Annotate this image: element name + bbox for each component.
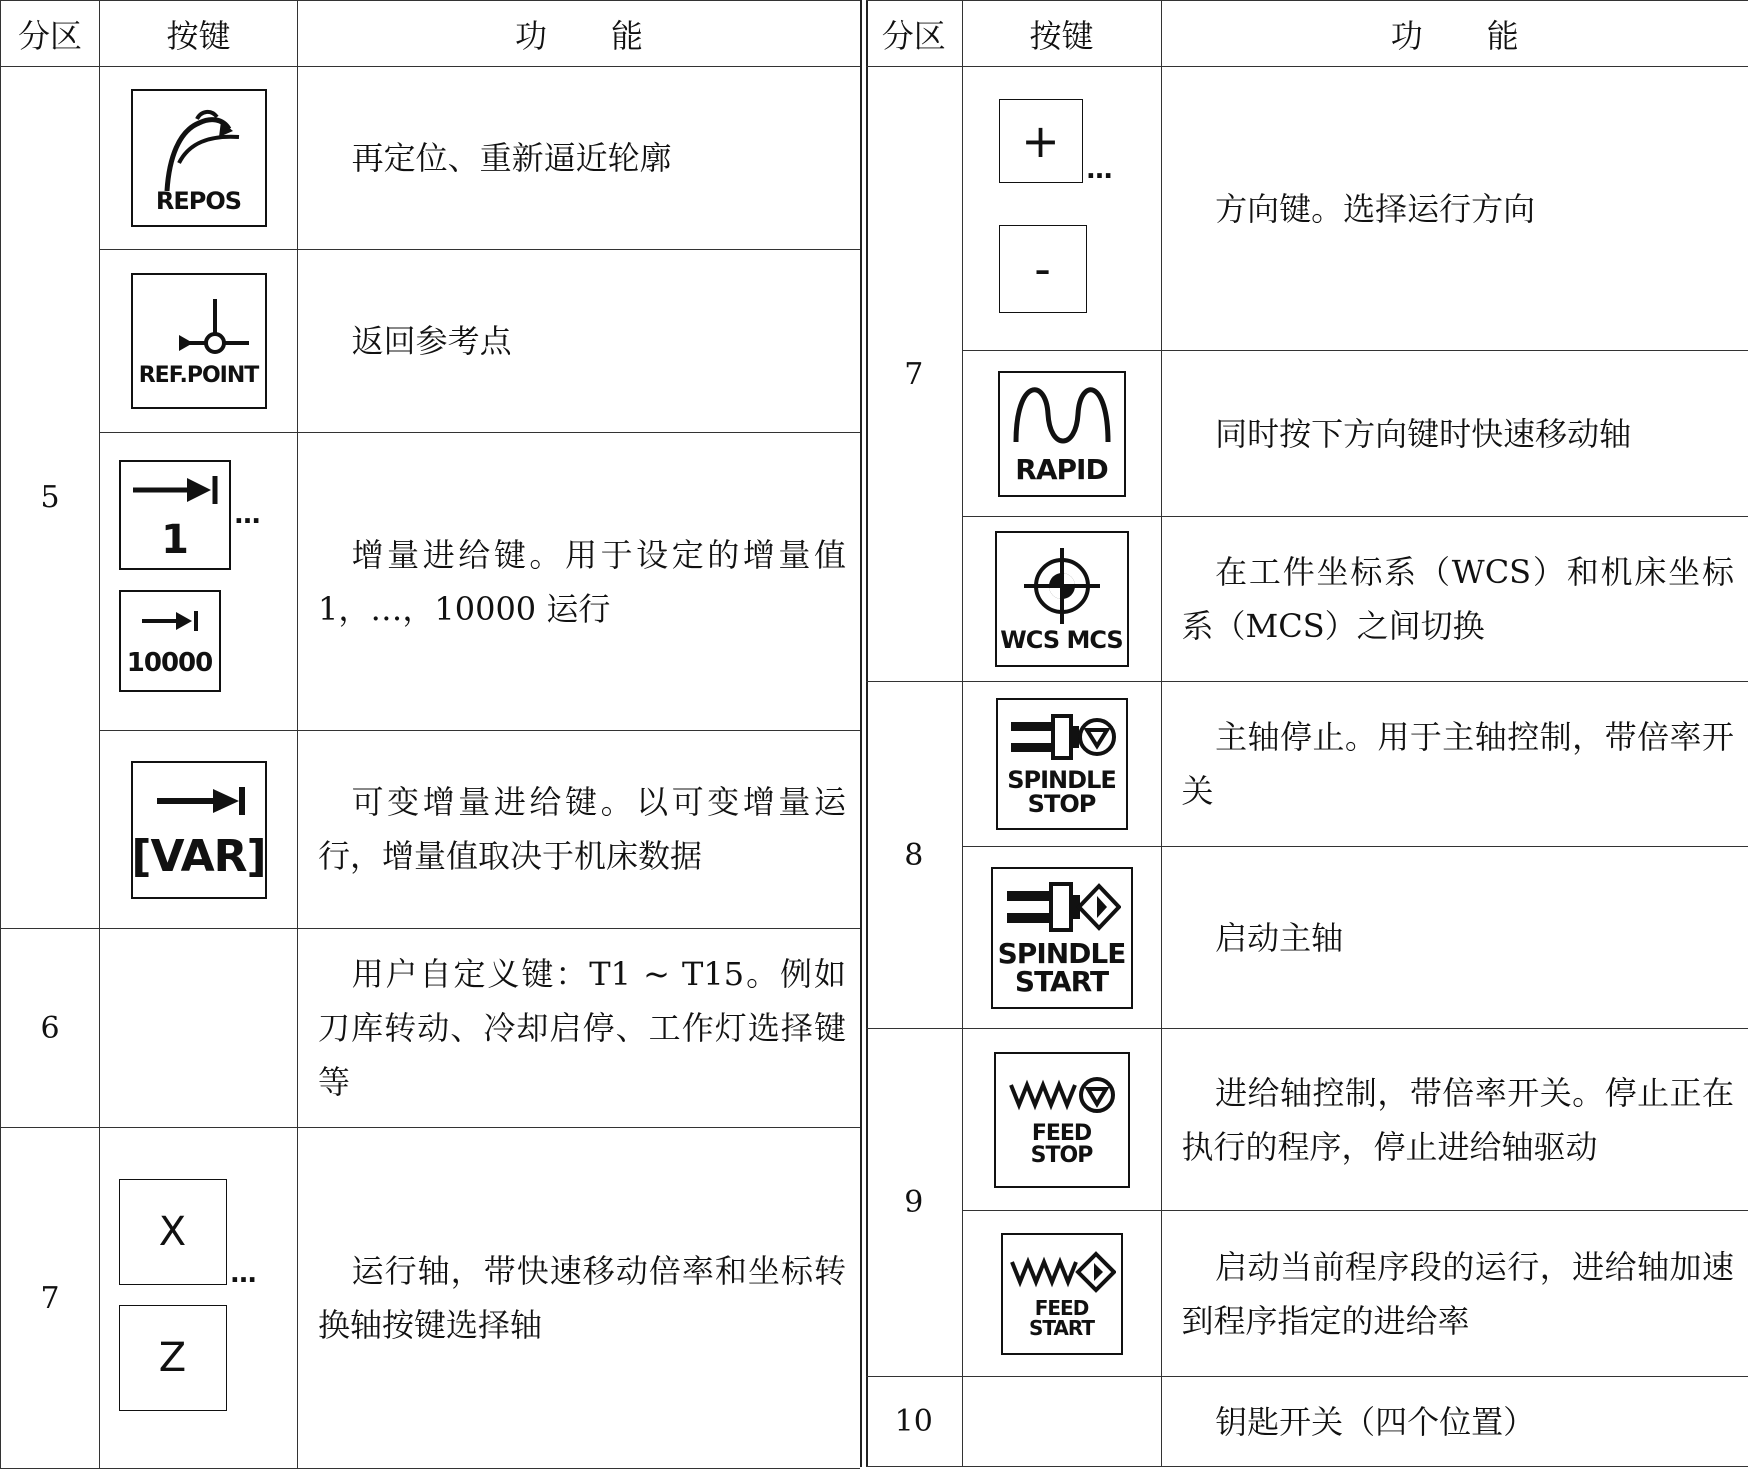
ellipsis: … bbox=[1086, 154, 1114, 185]
header-zone: 分区 bbox=[1, 1, 100, 67]
ref-point-label: REF.POINT bbox=[138, 363, 259, 388]
start-label: START bbox=[1014, 964, 1109, 998]
direction-minus-key[interactable] bbox=[999, 225, 1087, 313]
repos-key[interactable] bbox=[131, 89, 267, 227]
stop-label: STOP bbox=[1030, 1142, 1093, 1168]
table-row bbox=[866, 682, 1748, 847]
key-cell bbox=[962, 682, 1161, 847]
header-function: 功 能 bbox=[298, 1, 861, 67]
function-cell: 再定位、重新逼近轮廓 bbox=[298, 67, 861, 250]
crosshair-icon bbox=[1022, 546, 1102, 626]
right-table-pane bbox=[866, 0, 1748, 1467]
increment-arrow-icon bbox=[138, 606, 202, 636]
table-row bbox=[1, 929, 861, 1128]
zone-cell: 9 bbox=[866, 1029, 962, 1377]
spindle-stop-key[interactable] bbox=[996, 698, 1128, 830]
key-cell bbox=[100, 731, 298, 929]
key-cell bbox=[962, 67, 1161, 351]
function-cell: 用户自定义键：T1 ~ T15。例如刀库转动、冷却启停、工作灯选择键等 bbox=[298, 929, 861, 1128]
direction-key-group bbox=[987, 99, 1137, 315]
spindle-start-icon bbox=[1003, 880, 1121, 934]
increment-1-key[interactable] bbox=[119, 460, 231, 570]
rapid-label: RAPID bbox=[1015, 452, 1108, 486]
increment-arrow-icon bbox=[127, 470, 223, 510]
table-row bbox=[1, 250, 861, 433]
function-cell: 钥匙开关（四个位置） bbox=[1161, 1377, 1748, 1467]
start-label: START bbox=[1028, 1315, 1095, 1340]
key-cell bbox=[962, 351, 1161, 517]
spindle-stop-icon bbox=[1007, 712, 1117, 762]
function-cell: 运行轴，带快速移动倍率和坐标转换轴按键选择轴 bbox=[298, 1128, 861, 1469]
minus-label: - bbox=[1034, 241, 1051, 296]
table-row bbox=[866, 1377, 1748, 1467]
table-row bbox=[1, 433, 861, 731]
sine-wave-icon bbox=[1010, 384, 1114, 448]
spindle-label: SPINDLE bbox=[1007, 766, 1116, 794]
ellipsis: … bbox=[234, 499, 262, 530]
right-key-table bbox=[866, 0, 1748, 1467]
table-row bbox=[1, 67, 861, 250]
key-cell bbox=[100, 67, 298, 250]
function-cell: 可变增量进给键。以可变增量运行，增量值取决于机床数据 bbox=[298, 731, 861, 929]
feed-start-key[interactable] bbox=[1001, 1233, 1123, 1355]
axis-x-key[interactable] bbox=[119, 1179, 227, 1285]
plus-label: + bbox=[1021, 113, 1060, 168]
zone-cell: 7 bbox=[866, 67, 962, 682]
key-cell bbox=[962, 1377, 1161, 1467]
function-cell: 在工件坐标系（WCS）和机床坐标系（MCS）之间切换 bbox=[1161, 517, 1748, 682]
function-cell: 启动当前程序段的运行，进给轴加速到程序指定的进给率 bbox=[1161, 1211, 1748, 1377]
function-cell: 返回参考点 bbox=[298, 250, 861, 433]
zone-cell: 7 bbox=[1, 1128, 100, 1469]
axis-key-group bbox=[119, 1179, 279, 1413]
function-cell: 同时按下方向键时快速移动轴 bbox=[1161, 351, 1748, 517]
header-row bbox=[866, 1, 1748, 67]
header-function: 功 能 bbox=[1161, 1, 1748, 67]
feed-stop-key[interactable] bbox=[994, 1052, 1130, 1188]
table-divider bbox=[860, 0, 862, 1467]
spindle-start-key[interactable] bbox=[991, 867, 1133, 1009]
left-table-pane bbox=[0, 0, 860, 1467]
key-cell bbox=[962, 1029, 1161, 1211]
axis-z-label: Z bbox=[158, 1335, 187, 1381]
table-row bbox=[866, 351, 1748, 517]
repos-icon bbox=[149, 103, 249, 195]
ellipsis: … bbox=[230, 1259, 258, 1289]
spindle-label: SPINDLE bbox=[997, 936, 1126, 970]
function-cell: 方向键。选择运行方向 bbox=[1161, 67, 1748, 351]
zone-cell: 8 bbox=[866, 682, 962, 1029]
left-key-table bbox=[0, 0, 860, 1469]
increment-10000-key[interactable] bbox=[119, 590, 221, 692]
stop-label: STOP bbox=[1027, 790, 1096, 818]
key-cell bbox=[962, 1211, 1161, 1377]
axis-z-key[interactable] bbox=[119, 1305, 227, 1411]
increment-10000-label: 10000 bbox=[126, 647, 213, 678]
zone-cell: 10 bbox=[866, 1377, 962, 1467]
table-row bbox=[866, 67, 1748, 351]
table-row bbox=[866, 847, 1748, 1029]
repos-label: REPOS bbox=[155, 187, 242, 215]
feed-label: FEED bbox=[1031, 1120, 1092, 1146]
feed-start-icon bbox=[1008, 1250, 1116, 1294]
table-row bbox=[866, 517, 1748, 682]
axis-x-label: X bbox=[158, 1209, 187, 1255]
key-cell bbox=[100, 929, 298, 1128]
table-row bbox=[866, 1029, 1748, 1211]
header-zone: 分区 bbox=[866, 1, 962, 67]
wcs-mcs-key[interactable] bbox=[995, 531, 1129, 667]
key-cell bbox=[100, 433, 298, 731]
ref-point-icon bbox=[149, 295, 249, 361]
wcs-mcs-label: WCS MCS bbox=[1000, 626, 1123, 654]
function-cell: 主轴停止。用于主轴控制，带倍率开关 bbox=[1161, 682, 1748, 847]
table-row bbox=[1, 731, 861, 929]
feed-label: FEED bbox=[1034, 1295, 1089, 1320]
direction-plus-key[interactable] bbox=[999, 99, 1083, 183]
zone-cell: 6 bbox=[1, 929, 100, 1128]
key-cell bbox=[962, 517, 1161, 682]
table-row bbox=[866, 1211, 1748, 1377]
rapid-key[interactable] bbox=[998, 371, 1126, 497]
header-key: 按键 bbox=[100, 1, 298, 67]
ref-point-key[interactable] bbox=[131, 273, 267, 409]
table-row bbox=[1, 1128, 861, 1469]
feed-stop-icon bbox=[1007, 1073, 1117, 1117]
increment-arrow-icon bbox=[149, 781, 249, 821]
increment-key-group bbox=[119, 460, 279, 700]
increment-1-label: 1 bbox=[161, 516, 188, 563]
header-row bbox=[1, 1, 861, 67]
key-cell bbox=[100, 250, 298, 433]
key-cell bbox=[962, 847, 1161, 1029]
var-increment-key[interactable] bbox=[131, 761, 267, 899]
key-cell bbox=[100, 1128, 298, 1469]
function-cell: 进给轴控制，带倍率开关。停止正在执行的程序，停止进给轴驱动 bbox=[1161, 1029, 1748, 1211]
var-label: [VAR] bbox=[131, 830, 266, 882]
function-cell: 增量进给键。用于设定的增量值 1，…，10000 运行 bbox=[298, 433, 861, 731]
header-key: 按键 bbox=[962, 1, 1161, 67]
function-cell: 启动主轴 bbox=[1161, 847, 1748, 1029]
zone-cell: 5 bbox=[1, 67, 100, 929]
